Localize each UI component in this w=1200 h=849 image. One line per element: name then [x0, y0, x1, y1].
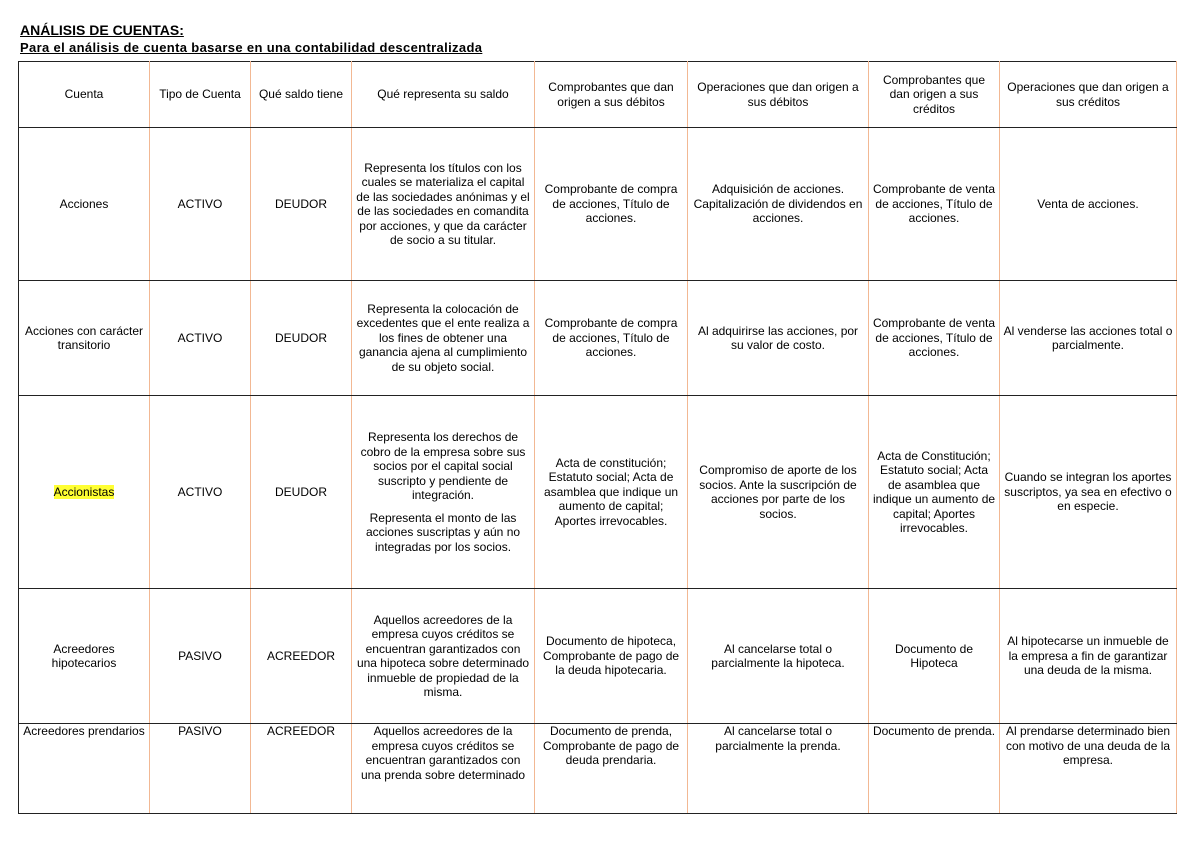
- cell-comp-debitos: Acta de constitución; Estatuto social; Acta de asamblea que indique un aumento de capital; Aportes irrevocables.: [535, 396, 688, 589]
- cell-ops-creditos: Al venderse las acciones total o parcialmente.: [1000, 281, 1177, 396]
- cell-ops-debitos: Al cancelarse total o parcialmente la prenda.: [688, 724, 869, 814]
- cell-ops-creditos: Al prendarse determinado bien con motivo de una deuda de la empresa.: [1000, 724, 1177, 814]
- cell-saldo: DEUDOR: [251, 281, 352, 396]
- accounts-table: [18, 61, 1177, 814]
- header-representa: Qué representa su saldo: [352, 62, 535, 128]
- cell-comp-creditos: Acta de Constitución; Estatuto social; Acta de asamblea que indique un aumento de capital; Aportes irrevocables.: [869, 396, 1000, 589]
- header-comp-debitos: Comprobantes que dan origen a sus débitos: [535, 62, 688, 128]
- header-cuenta: Cuenta: [19, 62, 150, 128]
- cell-ops-debitos: Compromiso de aporte de los socios. Ante la suscripción de acciones por parte de los socios.: [688, 396, 869, 589]
- table-row: [19, 724, 1177, 814]
- cell-tipo: ACTIVO: [150, 128, 251, 281]
- cell-ops-creditos: Venta de acciones.: [1000, 128, 1177, 281]
- cell-comp-creditos: Comprobante de venta de acciones, Título de acciones.: [869, 281, 1000, 396]
- cell-comp-creditos: Documento de Hipoteca: [869, 589, 1000, 724]
- document-header: [20, 22, 482, 56]
- cell-tipo: PASIVO: [150, 724, 251, 814]
- cell-ops-creditos: Al hipotecarse un inmueble de la empresa a fin de garantizar una deuda de la misma.: [1000, 589, 1177, 724]
- cell-representa: Representa los títulos con los cuales se materializa el capital de las sociedades anónimas y el de las sociedades en comandita por acciones, y que da carácter de socio a su titular.: [352, 128, 535, 281]
- cell-representa: Aquellos acreedores de la empresa cuyos créditos se encuentran garantizados con una hipoteca sobre determinado inmueble de propiedad de la misma.: [352, 589, 535, 724]
- cell-cuenta: Acciones: [19, 128, 150, 281]
- representa-paragraph: Representa los derechos de cobro de la empresa sobre sus socios por el capital social suscripto y pendiente de integración.: [360, 430, 526, 502]
- cell-cuenta: Acciones con carácter transitorio: [19, 281, 150, 396]
- cell-representa: Representa la colocación de excedentes que el ente realiza a los fines de obtener una ganancia ajena al cumplimiento de su objeto social.: [352, 281, 535, 396]
- cell-ops-creditos: Cuando se integran los aportes suscriptos, ya sea en efectivo o en especie.: [1000, 396, 1177, 589]
- cell-representa: Aquellos acreedores de la empresa cuyos créditos se encuentran garantizados con una prenda sobre determinado: [352, 724, 535, 814]
- table-header-row: [19, 62, 1177, 128]
- representa-paragraph-2: Representa el monto de las acciones suscriptas y aún no integradas por los socios.: [365, 510, 521, 554]
- cell-saldo: DEUDOR: [251, 128, 352, 281]
- cell-cuenta: [19, 396, 150, 589]
- cell-representa: [352, 396, 535, 589]
- cell-saldo: ACREEDOR: [251, 724, 352, 814]
- header-saldo: Qué saldo tiene: [251, 62, 352, 128]
- cell-cuenta: Acreedores hipotecarios: [19, 589, 150, 724]
- header-comp-creditos: Comprobantes que dan origen a sus créditos: [869, 62, 1000, 128]
- cell-tipo: PASIVO: [150, 589, 251, 724]
- cell-comp-debitos: Comprobante de compra de acciones, Título de acciones.: [535, 281, 688, 396]
- cell-tipo: ACTIVO: [150, 281, 251, 396]
- cell-comp-debitos: Comprobante de compra de acciones, Título de acciones.: [535, 128, 688, 281]
- cell-tipo: ACTIVO: [150, 396, 251, 589]
- cell-ops-debitos: Al adquirirse las acciones, por su valor de costo.: [688, 281, 869, 396]
- document-title: ANÁLISIS DE CUENTAS:: [20, 22, 184, 38]
- cell-saldo: ACREEDOR: [251, 589, 352, 724]
- cell-comp-debitos: Documento de hipoteca, Comprobante de pago de la deuda hipotecaria.: [535, 589, 688, 724]
- highlighted-account-name: Accionistas: [53, 484, 115, 499]
- table-row: [19, 396, 1177, 589]
- header-tipo: Tipo de Cuenta: [150, 62, 251, 128]
- header-ops-creditos: Operaciones que dan origen a sus créditos: [1000, 62, 1177, 128]
- cell-saldo: DEUDOR: [251, 396, 352, 589]
- table-row: [19, 589, 1177, 724]
- header-ops-debitos: Operaciones que dan origen a sus débitos: [688, 62, 869, 128]
- cell-ops-debitos: Adquisición de acciones. Capitalización de dividendos en acciones.: [688, 128, 869, 281]
- cell-ops-debitos: Al cancelarse total o parcialmente la hipoteca.: [688, 589, 869, 724]
- table-row: [19, 128, 1177, 281]
- cell-comp-creditos: Comprobante de venta de acciones, Título de acciones.: [869, 128, 1000, 281]
- cell-cuenta: Acreedores prendarios: [19, 724, 150, 814]
- cell-comp-debitos: Documento de prenda, Comprobante de pago de deuda prendaria.: [535, 724, 688, 814]
- cell-comp-creditos: Documento de prenda.: [869, 724, 1000, 814]
- document-subtitle: Para el análisis de cuenta basarse en una contabilidad descentralizada: [20, 40, 483, 55]
- table-row: [19, 281, 1177, 396]
